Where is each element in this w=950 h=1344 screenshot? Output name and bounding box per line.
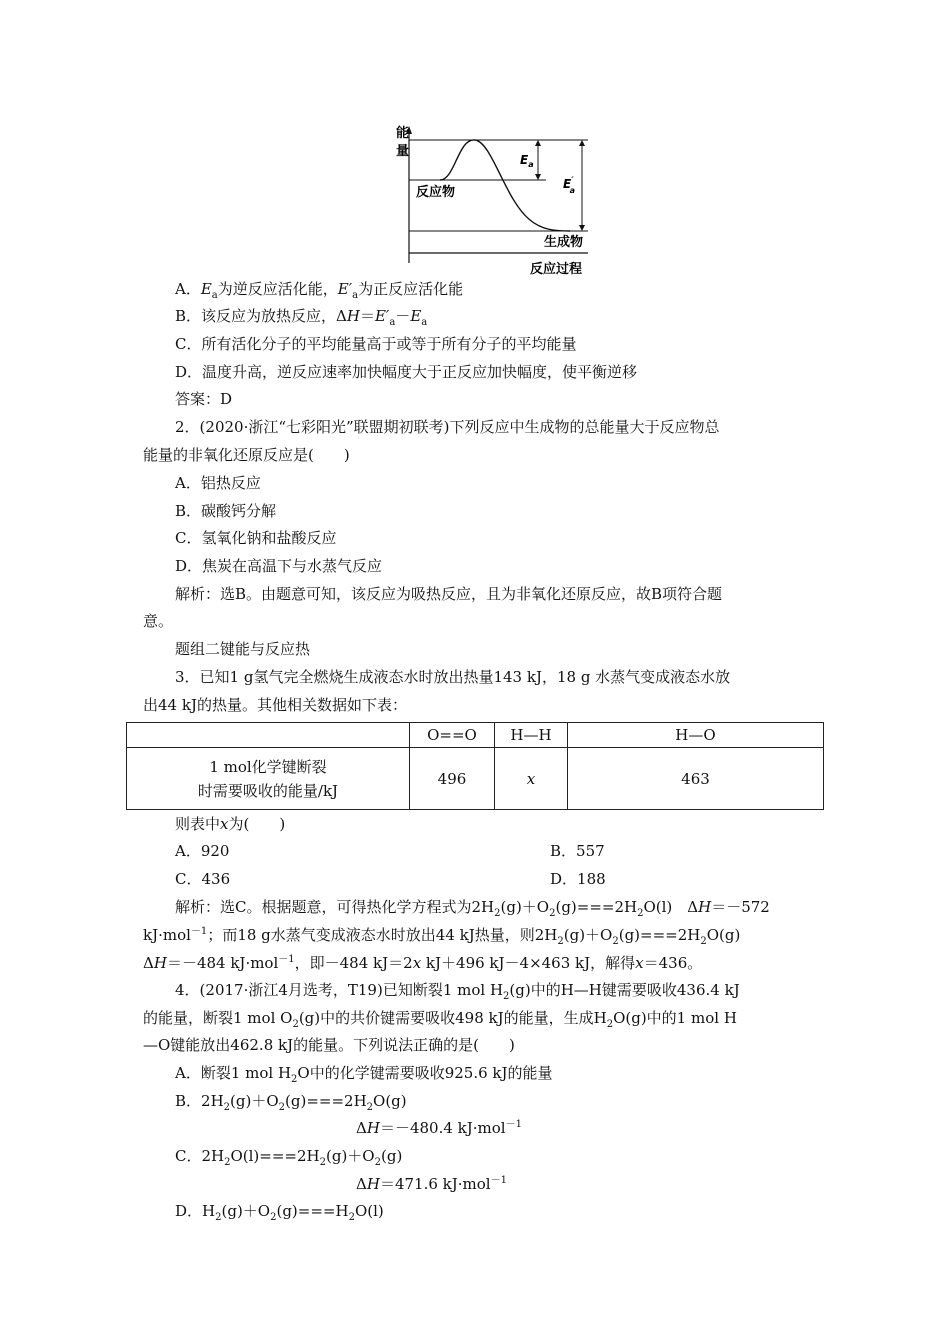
q2-analysis-1: 解析：选B。由题意可知，该反应为吸热反应，且为非氧化还原反应，故B项符合题 [175, 585, 723, 603]
table-header-row [127, 723, 824, 748]
ea-arrow-head-bottom [535, 174, 541, 180]
energy-diagram [360, 120, 600, 278]
q4-option-c: C．$2H_2O(l)===2H_2(g)+O_2(g)$ [175, 1147, 403, 1168]
ea-label: $E_a$ [520, 153, 534, 169]
q4-stem-2: 的能量，断裂1 mol $O_2(g)$中的共价键需要吸收498 kJ的能量，生成$H_2O(g)$中的1 mol H [143, 1009, 737, 1030]
q4-option-b: B．$2H_2(g)+O_2(g)===2H_2O(g)$ [175, 1092, 407, 1113]
q1-answer: 答案：D [175, 390, 233, 408]
table-row [127, 748, 824, 810]
ea-prime-arrow-head-bottom [579, 225, 585, 231]
q3-stem-2: 出44 kJ的热量。其他相关数据如下表： [143, 696, 407, 714]
q2-stem-1: 2．(2020·浙江“七彩阳光”联盟期初联考)下列反应中生成物的总能量大于反应物总 [175, 418, 720, 436]
ea-prime-arrow-head-top [579, 140, 585, 146]
table-cell: 496 [410, 748, 495, 810]
q4-option-a: A．断裂1 mol $H_2O$中的化学键需要吸收925.6 kJ的能量 [175, 1064, 553, 1085]
ea-prime-label: E′ a [563, 176, 575, 195]
reaction-curve [440, 140, 570, 231]
q4-stem-3: —O键能放出462.8 kJ的能量。下列说法正确的是( ) [143, 1036, 515, 1054]
reactant-label: 反应物 [416, 185, 456, 200]
q3-option-d: D．188 [550, 870, 606, 888]
q2-option-c: C．氢氧化钠和盐酸反应 [175, 529, 337, 547]
q2-option-d: D．焦炭在高温下与水蒸气反应 [175, 557, 383, 575]
q1-option-c: C．所有活化分子的平均能量高于或等于所有分子的平均能量 [175, 335, 577, 353]
q2-analysis-2: 意。 [143, 612, 174, 630]
q3-option-c: C．436 [175, 870, 231, 888]
q4-stem-1: 4．(2017·浙江4月选考，T19)已知断裂1 mol $H_2(g)$中的H—H键需要吸收436.4 kJ [175, 981, 740, 1002]
q3-analysis-1: 解析：选C。根据题意，可得热化学方程式为$2H_2(g)+O_2(g)===2H_2O(l)$ ΔH＝－572 [175, 898, 770, 919]
q3-option-b: B．557 [550, 842, 605, 860]
q1-option-b: B．该反应为放热反应，$\Delta H=E'_a-E_a$ [175, 307, 428, 328]
y-axis-label-1: 能 [396, 126, 410, 141]
table-header-cell: H—O [568, 723, 824, 748]
bond-energy-table [126, 722, 824, 810]
q4-option-d: D．$H_2(g)+O_2(g)===H_2O(l)$ [175, 1202, 384, 1223]
table-row-label: 1 mol化学键断裂 时需要吸收的能量/kJ [127, 748, 410, 810]
q3-stem-1: 3．已知1 g氢气完全燃烧生成液态水时放出热量143 kJ，18 g 水蒸气变成液态水放 [175, 668, 731, 686]
q1-option-a: A．$E_a$为逆反应活化能，$E'_a$为正反应活化能 [175, 280, 464, 301]
q1-option-d: D．温度升高，逆反应速率加快幅度大于正反应加快幅度，使平衡逆移 [175, 363, 638, 381]
table-header-cell: H—H [495, 723, 568, 748]
table-cell: 463 [568, 748, 824, 810]
q3-ask: 则表中x为( ) [175, 815, 286, 833]
q3-analysis-3: ΔH＝－484 kJ·mol$^{-1}$，即－484 kJ＝2x kJ＋496 kJ－4×463 kJ，解得x＝436。 [143, 954, 703, 972]
table-header-cell [127, 723, 410, 748]
section-title: 题组二键能与反应热 [175, 640, 311, 658]
q3-analysis-2: kJ·mol$^{-1}$；而18 g水蒸气变成液态水时放出44 kJ热量，则$2H_2(g)+O_2(g)===2H_2O(g)$ [143, 926, 741, 947]
product-label: 生成物 [544, 235, 584, 250]
table-header-cell: O==O [410, 723, 495, 748]
q2-option-a: A．铝热反应 [175, 474, 261, 492]
ea-arrow-head-top [535, 140, 541, 146]
table-cell: x [495, 748, 568, 810]
q2-stem-2: 能量的非氧化还原反应是( ) [143, 446, 350, 464]
q2-option-b: B．碳酸钙分解 [175, 502, 277, 520]
q4-option-b-enthalpy: ΔH＝－480.4 kJ·mol$^{-1}$ [356, 1119, 522, 1137]
q3-option-a: A．920 [175, 842, 230, 860]
y-axis-label-2: 量 [396, 144, 410, 159]
q4-option-c-enthalpy: ΔH＝471.6 kJ·mol$^{-1}$ [356, 1175, 507, 1193]
x-axis-label: 反应过程 [530, 262, 583, 277]
